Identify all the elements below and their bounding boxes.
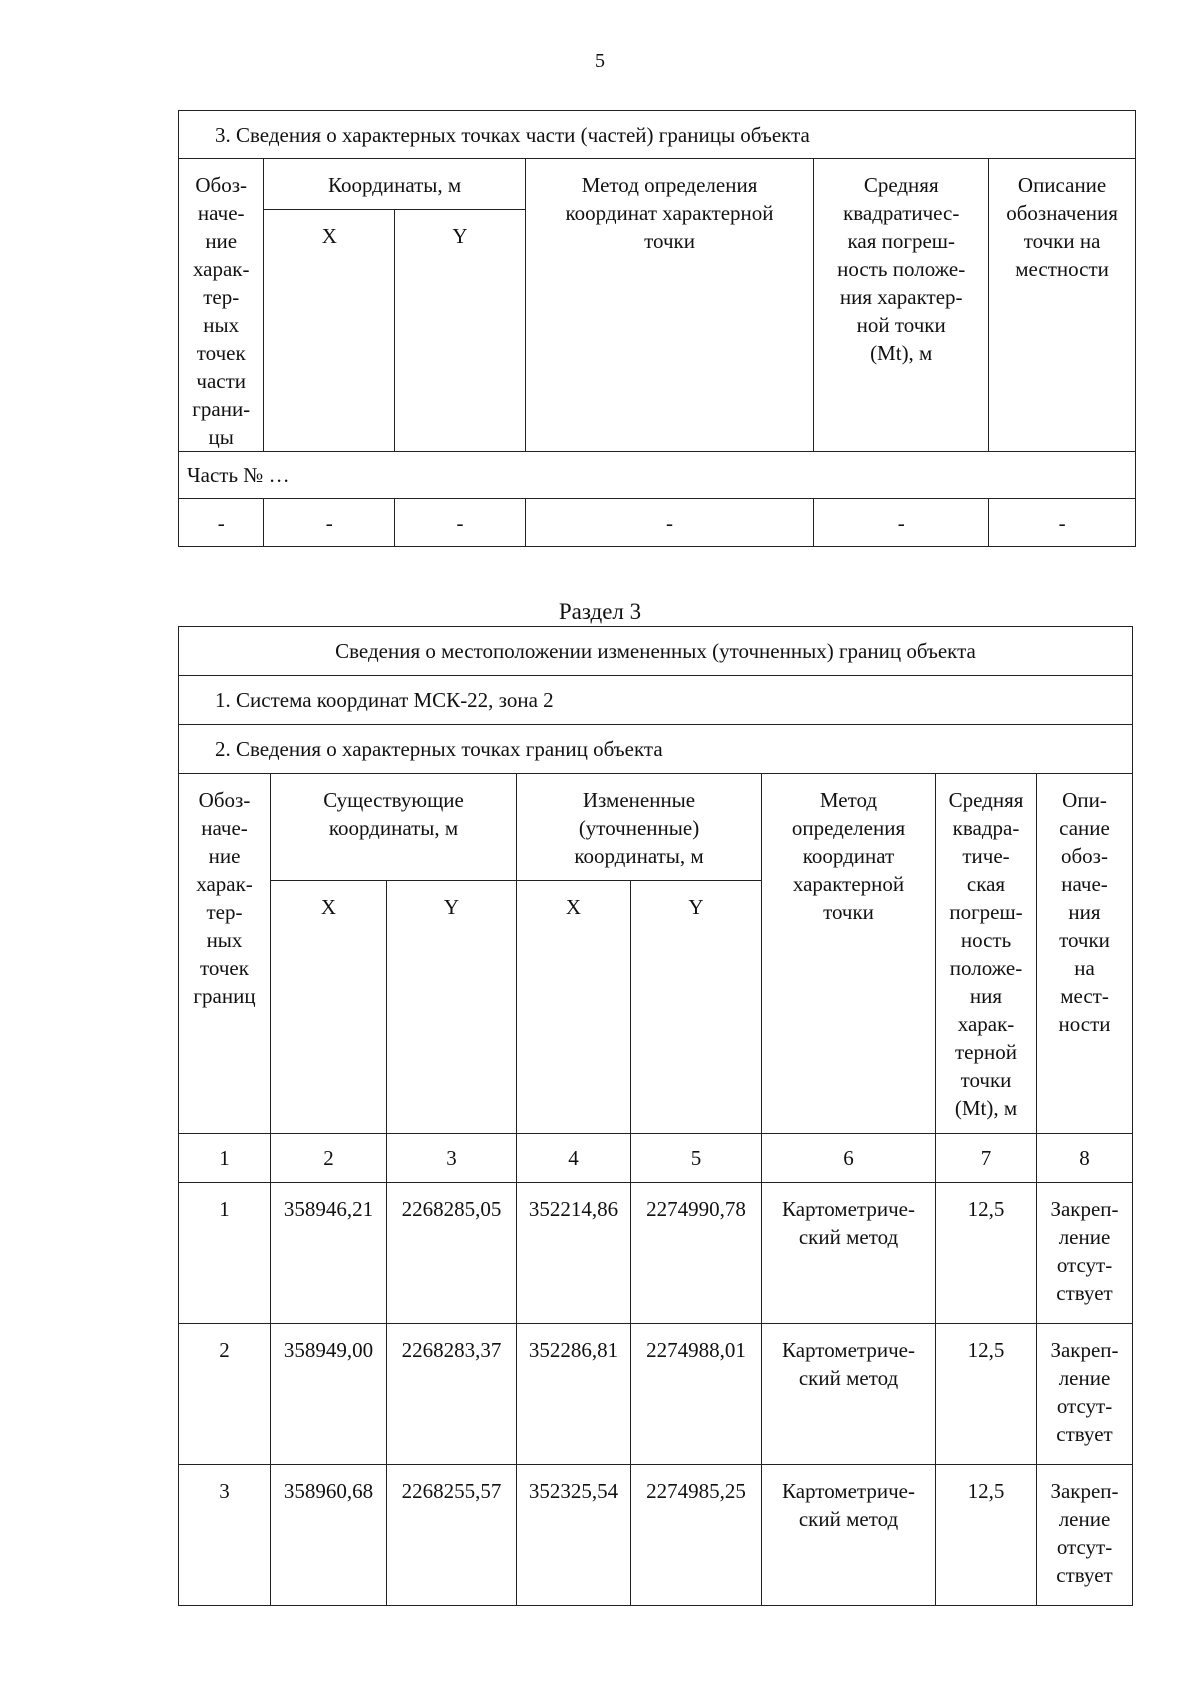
description-header: Описание обозначения точки на местности (989, 159, 1136, 452)
dash-cell: - (989, 499, 1136, 547)
point-number: 3 (179, 1465, 271, 1606)
column-number: 2 (271, 1134, 387, 1183)
column-number: 7 (936, 1134, 1037, 1183)
description-cell: Закреп- ление отсут- ствует (1037, 1183, 1133, 1324)
table-row (179, 1183, 1133, 1324)
x-existing-cell: 358949,00 (271, 1324, 387, 1465)
coords-header: Координаты, м (264, 159, 525, 210)
designation-header: Обоз- наче- ние харак- тер- ных точек части грани- цы (179, 159, 264, 452)
column-number: 8 (1037, 1134, 1133, 1183)
point-number: 1 (179, 1183, 271, 1324)
method-header: Метод определения координат характерной точки (762, 774, 936, 1134)
dash-cell: - (814, 499, 989, 547)
x-changed-cell: 352286,81 (517, 1324, 631, 1465)
dash-cell: - (179, 499, 264, 547)
x-existing-cell: 358960,68 (271, 1465, 387, 1606)
column-number: 5 (631, 1134, 762, 1183)
coord-system-label: 1. Система координат МСК-22, зона 2 (179, 676, 1133, 725)
section-title: Раздел 3 (558, 599, 642, 624)
page-number: 5 (595, 50, 605, 72)
error-header: Средняя квадратичес- кая погреш- ность положе- ния характер- ной точки (Mt), м (814, 159, 989, 452)
y-changed-cell: 2274990,78 (631, 1183, 762, 1324)
column-number: 6 (762, 1134, 936, 1183)
method-cell: Картометриче- ский метод (762, 1324, 936, 1465)
y-existing-cell: 2268255,57 (387, 1465, 517, 1606)
method-cell: Картометриче- ский метод (762, 1465, 936, 1606)
dash-cell: - (264, 499, 395, 547)
part-label: Часть № … (179, 452, 1136, 499)
error-cell: 12,5 (936, 1465, 1037, 1606)
column-number: 4 (517, 1134, 631, 1183)
error-header: Средняя квадра- тиче- ская погреш- ность положе- ния харак- терной точки (Mt), м (936, 774, 1037, 1134)
y-changed-header: Y (631, 881, 762, 1134)
column-number: 1 (179, 1134, 271, 1183)
x-changed-cell: 352214,86 (517, 1183, 631, 1324)
changed-boundaries-table (178, 626, 1133, 1606)
section-caption: Сведения о местоположении измененных (уточненных) границ объекта (179, 627, 1133, 676)
existing-coords-header: Существующие координаты, м (271, 774, 517, 881)
points-title: 2. Сведения о характерных точках границ объекта (179, 725, 1133, 774)
dash-cell: - (525, 499, 813, 547)
error-cell: 12,5 (936, 1324, 1037, 1465)
y-header: Y (395, 210, 526, 452)
dash-cell: - (395, 499, 526, 547)
table-row (179, 1324, 1133, 1465)
table1-title: 3. Сведения о характерных точках части (частей) границы объекта (179, 111, 1136, 159)
y-changed-cell: 2274985,25 (631, 1465, 762, 1606)
error-cell: 12,5 (936, 1183, 1037, 1324)
y-changed-cell: 2274988,01 (631, 1324, 762, 1465)
column-number: 3 (387, 1134, 517, 1183)
y-existing-cell: 2268285,05 (387, 1183, 517, 1324)
x-header: X (264, 210, 395, 452)
point-number: 2 (179, 1324, 271, 1465)
designation-header: Обоз- наче- ние харак- тер- ных точек границ (179, 774, 271, 1134)
table-row (179, 1465, 1133, 1606)
y-existing-cell: 2268283,37 (387, 1324, 517, 1465)
changed-coords-header: Измененные (уточненные) координаты, м (517, 774, 762, 881)
description-cell: Закреп- ление отсут- ствует (1037, 1465, 1133, 1606)
method-cell: Картометриче- ский метод (762, 1183, 936, 1324)
x-existing-header: X (271, 881, 387, 1134)
x-existing-cell: 358946,21 (271, 1183, 387, 1324)
method-header: Метод определения координат характерной точки (525, 159, 813, 452)
description-cell: Закреп- ление отсут- ствует (1037, 1324, 1133, 1465)
y-existing-header: Y (387, 881, 517, 1134)
x-changed-header: X (517, 881, 631, 1134)
x-changed-cell: 352325,54 (517, 1465, 631, 1606)
boundary-parts-table (178, 110, 1136, 547)
description-header: Опи- сание обоз- наче- ния точки на мест- ности (1037, 774, 1133, 1134)
